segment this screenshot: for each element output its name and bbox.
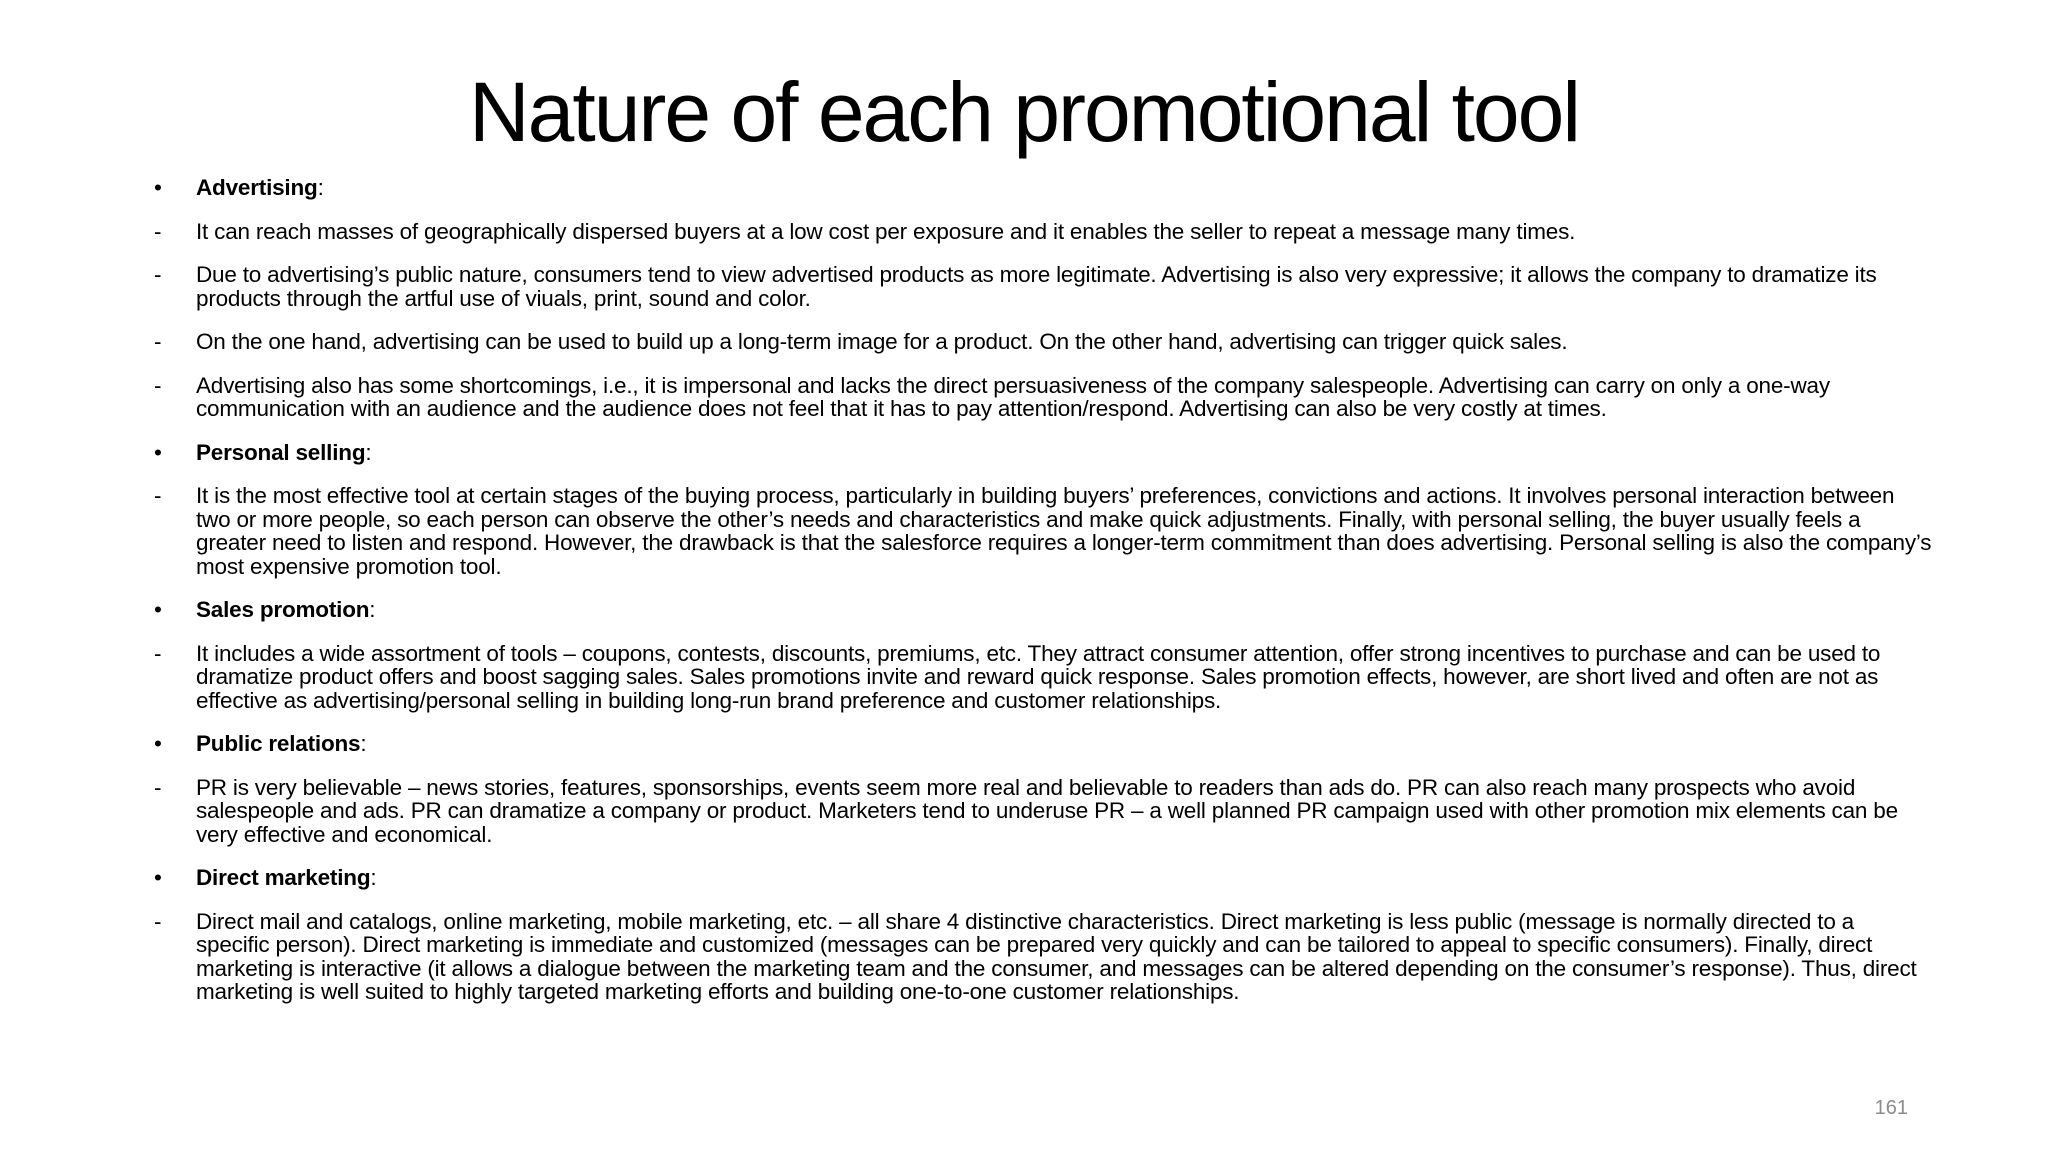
slide-content bbox=[152, 176, 1932, 1024]
paragraph bbox=[152, 910, 1932, 1004]
section-heading-personal-selling bbox=[152, 441, 1932, 465]
paragraph bbox=[152, 642, 1932, 713]
page-number: 161 bbox=[1874, 1097, 1908, 1119]
section-heading-label: Advertising bbox=[196, 175, 318, 200]
paragraph-text: It is the most effective tool at certain stages of the buying process, particularly in building buyers’ preferences, convictions and actions. It involves personal interaction between two or more people, so each person can observe the other’s needs and characteristics and make quick adjustments. Finally, with personal selling, the buyer usually feels a greater need to listen and respond. However, the drawback is that the salesforce requires a longer-term commitment than does advertising. Personal selling is also the company’s most expensive promotion tool. bbox=[196, 483, 1932, 579]
dash-marker: - bbox=[154, 908, 162, 934]
dash-marker: - bbox=[154, 218, 162, 244]
paragraph-text: Direct mail and catalogs, online marketing, mobile marketing, etc. – all share 4 distinctive characteristics. Direct marketing is less public (message is normally directed to a specific person). Direct marketing is immediate and customized (messages can be prepared very quickly and can be tailored to appeal to specific consumers). Finally, direct marketing is interactive (it allows a dialogue between the marketing team and the consumer, and messages can be altered depending on the consumer’s response). Thus, direct marketing is well suited to highly targeted marketing efforts and building one-to-one customer relationships. bbox=[196, 908, 1917, 1004]
bullet-marker: • bbox=[154, 731, 162, 756]
dash-marker: - bbox=[154, 640, 162, 666]
paragraph bbox=[152, 220, 1932, 244]
dash-marker: - bbox=[154, 483, 162, 508]
paragraph bbox=[152, 776, 1932, 847]
heading-colon: : bbox=[360, 731, 367, 756]
bullet-marker: • bbox=[154, 597, 162, 622]
paragraph-text: It can reach masses of geographically dispersed buyers at a low cost per exposure and it enables the seller to repeat a message many times. bbox=[196, 218, 1576, 244]
heading-colon: : bbox=[365, 439, 372, 465]
paragraph-text: PR is very believable – news stories, features, sponsorships, events seem more real and believable to readers than ads do. PR can also reach many prospects who avoid salespeople and ads. PR can dramatize a company or product. Marketers tend to underuse PR – a well planned PR campaign used with other promotion mix elements can be very effective and economical. bbox=[196, 774, 1898, 847]
paragraph bbox=[152, 374, 1932, 421]
paragraph-text: Due to advertising’s public nature, consumers tend to view advertised products as more legitimate. Advertising is also very expressive; it allows the company to dramatize its products through the artful use of viuals, print, sound and color. bbox=[196, 262, 1877, 311]
heading-colon: : bbox=[317, 175, 324, 200]
heading-colon: : bbox=[369, 597, 376, 622]
bullet-marker: • bbox=[154, 865, 162, 890]
dash-marker: - bbox=[154, 774, 162, 800]
dash-marker: - bbox=[154, 329, 162, 354]
paragraph-text: On the one hand, advertising can be used to build up a long-term image for a product. On the other hand, advertising can trigger quick sales. bbox=[196, 329, 1568, 354]
section-heading-label: Direct marketing bbox=[196, 865, 371, 890]
section-heading-public-relations bbox=[152, 732, 1932, 756]
slide-title: Nature of each promotional tool bbox=[468, 65, 1580, 159]
section-heading-label: Personal selling bbox=[196, 439, 366, 465]
section-heading-label: Public relations bbox=[196, 731, 361, 756]
paragraph bbox=[152, 484, 1932, 578]
dash-marker: - bbox=[154, 372, 162, 398]
paragraph-text: It includes a wide assortment of tools – coupons, contests, discounts, premiums, etc. They attract consumer attention, offer strong incentives to purchase and can be used to dramatize product offers and boost sagging sales. Sales promotions invite and reward quick response. Sales promotion effects, however, are short lived and often are not as effective as advertising/personal selling in building long-run brand preference and customer relationships. bbox=[196, 640, 1881, 713]
heading-colon: : bbox=[370, 865, 377, 890]
section-heading-label: Sales promotion bbox=[196, 597, 370, 622]
section-heading-direct-marketing bbox=[152, 866, 1932, 890]
paragraph-text: Advertising also has some shortcomings, i.e., it is impersonal and lacks the direct persuasiveness of the company salespeople. Advertising can carry on only a one-way communication with an audience and the audience does not feel that it has to pay attention/respond. Advertising can also be very costly at times. bbox=[196, 372, 1830, 421]
section-heading-advertising bbox=[152, 176, 1932, 200]
paragraph bbox=[152, 263, 1932, 310]
paragraph bbox=[152, 330, 1932, 354]
section-heading-sales-promotion bbox=[152, 598, 1932, 622]
bullet-marker: • bbox=[154, 175, 162, 200]
dash-marker: - bbox=[154, 262, 162, 287]
bullet-marker: • bbox=[154, 439, 162, 465]
